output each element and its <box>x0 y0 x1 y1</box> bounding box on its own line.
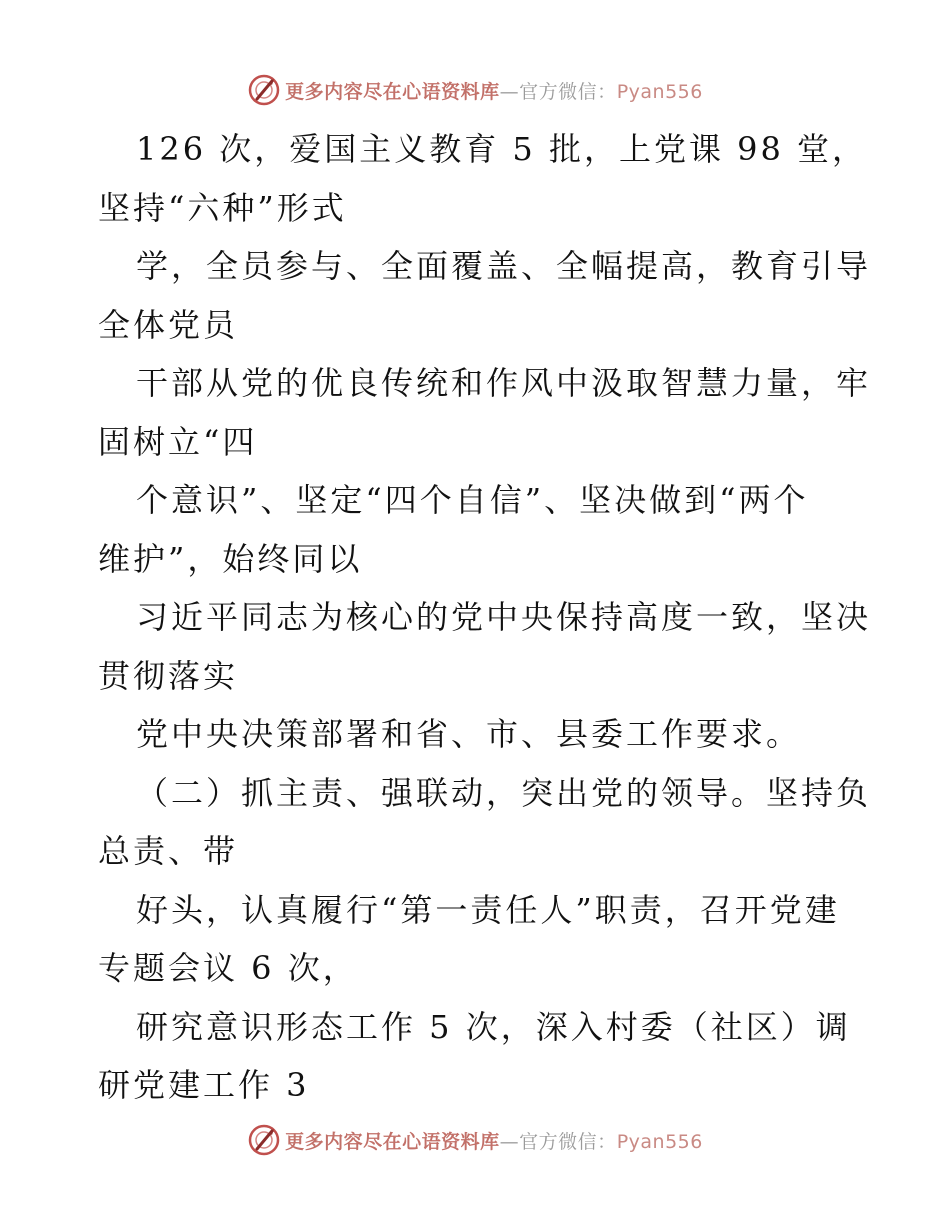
text-line: 坚持“六种”形式 <box>98 188 347 227</box>
watermark-handle: Pyan556 <box>616 1130 703 1153</box>
text-line: 126 次，爱国主义教育 5 批，上党课 98 堂， <box>136 130 868 168</box>
text-line: 党中央决策部署和省、市、县委工作要求。 <box>136 715 802 753</box>
text-line: （二）抓主责、强联动，突出党的领导。坚持负 <box>136 773 872 812</box>
brand-logo-icon <box>247 73 281 107</box>
watermark-label: 官方微信： <box>519 80 617 103</box>
text-line: 研党建工作 3 <box>98 1066 310 1104</box>
watermark-dash: — <box>499 80 520 103</box>
text-line: 总责、带 <box>98 832 239 870</box>
watermark-label: 官方微信： <box>519 1130 617 1153</box>
text-line: 维护”，始终同以 <box>98 539 363 578</box>
watermark-brand: 更多内容尽在心语资料库 <box>285 80 500 103</box>
text-line: 个意识”、坚定“四个自信”、坚决做到“两个 <box>136 481 809 519</box>
header-watermark <box>0 70 950 110</box>
text-line: 习近平同志为核心的党中央保持高度一致，坚决 <box>136 598 872 636</box>
text-line: 全体党员 <box>98 305 239 344</box>
footer-watermark <box>0 1120 950 1160</box>
text-line: 研究意识形态工作 5 次，深入村委（社区）调 <box>136 1007 851 1046</box>
text-line: 专题会议 6 次， <box>98 949 358 987</box>
text-line: 固树立“四 <box>98 422 258 461</box>
watermark-handle: Pyan556 <box>616 80 703 103</box>
watermark-text <box>285 1127 703 1154</box>
brand-logo-icon <box>247 1123 281 1157</box>
watermark-text <box>285 77 703 104</box>
text-line: 贯彻落实 <box>98 656 239 695</box>
document-body <box>98 120 872 1115</box>
text-line: 干部从党的优良传统和作风中汲取智慧力量，牢 <box>136 364 872 402</box>
text-line: 好头，认真履行“第一责任人”职责，召开党建 <box>136 890 840 929</box>
text-line: 学，全员参与、全面覆盖、全幅提高，教育引导 <box>136 247 872 285</box>
watermark-dash: — <box>499 1130 520 1153</box>
watermark-brand: 更多内容尽在心语资料库 <box>285 1130 500 1153</box>
